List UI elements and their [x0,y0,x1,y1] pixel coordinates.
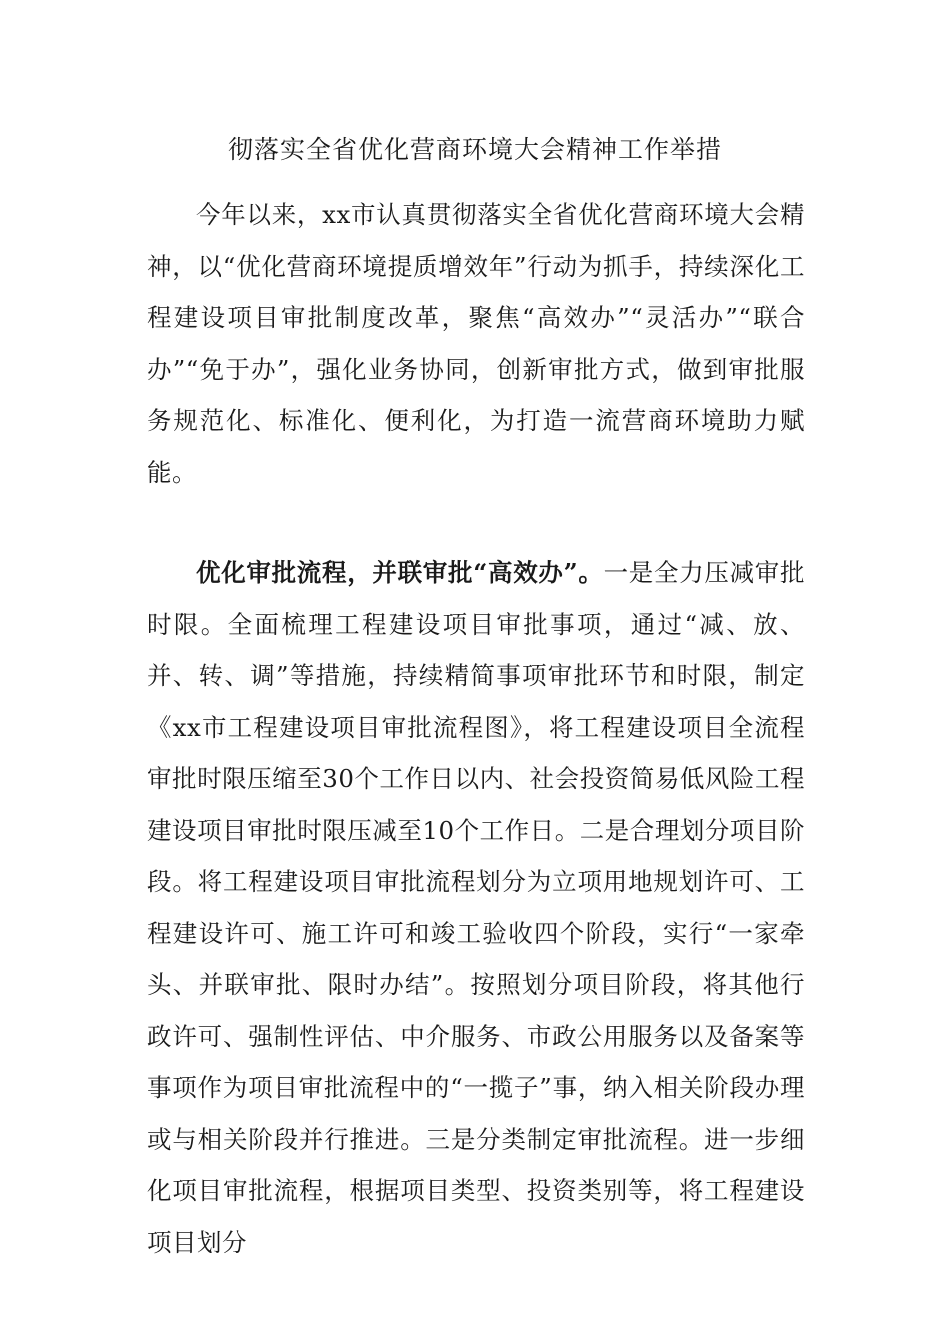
body-paragraph [147,547,805,1268]
section-heading: 优化审批流程，并联审批“高效办”。 [196,558,604,587]
paragraph-text: 一是全力压减审批时限。全面梳理工程建设项目审批事项，通过“减、放、并、转、调”等措施，持续精简事项审批环节和时限，制定《xx市工程建设项目审批流程图》，将工程建设项目全流程审批时限压缩至30个工作日以内、社会投资简易低风险工程建设项目审批时限压减至10个工作日。二是合理划分项目阶段。将工程建设项目审批流程划分为立项用地规划许可、工程建设许可、施工许可和竣工验收四个阶段，实行“一家牵头、并联审批、限时办结”。按照划分项目阶段，将其他行政许可、强制性评估、中介服务、市政公用服务以及备案等事项作为项目审批流程中的“一揽子”事，纳入相关阶段办理或与相关阶段并行推进。三是分类制定审批流程。进一步细化项目审批流程，根据项目类型、投资类别等，将工程建设项目划分 [147,558,805,1257]
paragraph-text: 今年以来，xx市认真贯彻落实全省优化营商环境大会精神，以“优化营商环境提质增效年”行动为抓手，持续深化工程建设项目审批制度改革，聚焦“高效办”“灵活办”“联合办”“免于办”，强化业务协同，创新审批方式，做到审批服务规范化、标准化、便利化，为打造一流营商环境助力赋能。 [147,200,805,487]
body-paragraph [147,189,805,498]
document-title: 彻落实全省优化营商环境大会精神工作举措 [227,135,722,164]
